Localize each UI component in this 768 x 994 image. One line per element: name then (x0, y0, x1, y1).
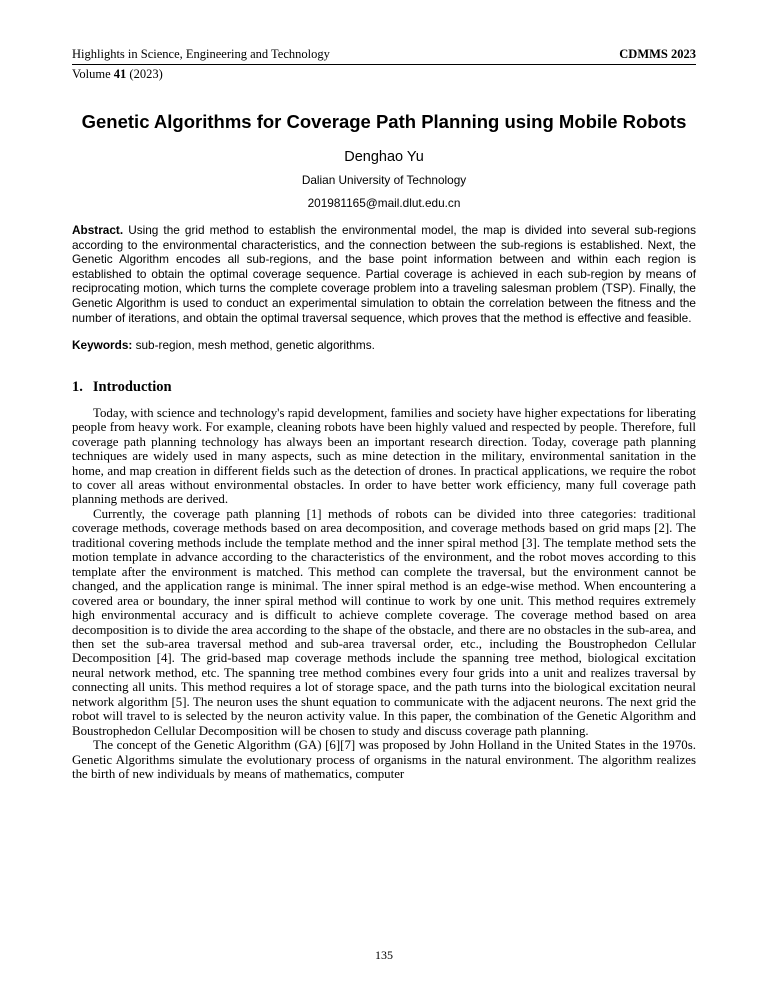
keywords-label: Keywords: (72, 338, 133, 353)
header-rule-row (72, 47, 696, 65)
section-heading-introduction (72, 379, 696, 396)
abstract-paragraph (72, 223, 696, 325)
section-number: 1. (72, 378, 83, 395)
volume-line (72, 67, 696, 82)
author-name: Denghao Yu (344, 149, 424, 165)
running-header (72, 47, 696, 82)
body-paragraph: Currently, the coverage path planning [1] methods of robots can be divided into three categories: traditional coverage methods, coverage methods based on area decomposition, and coverage methods based on grid maps [2]. The traditional covering methods include the template method and the inner spiral method [3]. The template method sets the motion template in advance according to the characteristics of the environment, and the robot moves according to this template after the environment is matched. This method can complete the traversal, but the environment cannot be changed, and the application range is minimal. The inner spiral method is an edge-wise method. When encountering a covered area or boundary, the inner spiral method will continue to work by one unit. This method requires extremely high environmental accuracy and is difficult to achieve complete coverage. The coverage method based on area decomposition is to divide the area according to the shape of the obstacle, and there are no obstacles in the sub-area, and then set the sub-area traversal method and sub-area traversal order, etc., including the Boustrophedon Cellular Decomposition [4]. The grid-based map coverage methods include the spanning tree method, biological excitation neural network method, etc. The spanning tree method combines every four grids into a unit and realizes traversal by connecting all units. This method requires a lot of storage space, and the path turns into the biological excitation neural network algorithm [5]. The neuron uses the shunt equation to communicate with the adjacent neurons. The next grid the robot will travel to is selected by the neuron activity value. In this paper, the combination of the Genetic Algorithm and Boustrophedon Cellular Decomposition will be chosen to study and discuss coverage path planning. (72, 506, 696, 738)
body-paragraph: The concept of the Genetic Algorithm (GA) [6][7] was proposed by John Holland in the United States in the 1970s. Genetic Algorithms simulate the evolutionary process of organisms in the natural environment. The algorithm realizes the birth of new individuals by means of mathematics, computer (72, 738, 696, 782)
author-affiliation: Dalian University of Technology (301, 173, 467, 187)
abstract-text: Using the grid method to establish the environmental model, the map is divided into several sub-regions according to the environmental characteristics, and the connection between the sub-regions is established. Next, the Genetic Algorithm encodes all sub-regions, and the base point information between and within each region is established to obtain the optimal coverage sequence. Partial coverage is achieved in each sub-region by means of reciprocating motion, which turns the complete coverage problem into a traveling salesman problem (TSP). Finally, the Genetic Algorithm is used to conduct an experimental simulation to obtain the correlation between the fitness and the number of iterations, and obtain the optimal traversal sequence, which proves that the method is effective and feasible. (72, 223, 696, 325)
section-title: Introduction (92, 378, 172, 395)
volume-prefix: Volume (72, 67, 114, 81)
page-number: 135 (375, 948, 393, 962)
keywords-text: sub-region, mesh method, genetic algorithms. (132, 338, 375, 353)
section-body (72, 406, 696, 782)
journal-name: Highlights in Science, Engineering and Technology (72, 47, 330, 61)
paper-title: Genetic Algorithms for Coverage Path Planning using Mobile Robots (81, 111, 687, 132)
author-email: 201981165@mail.dlut.edu.cn (307, 196, 461, 210)
conference-name: CDMMS 2023 (619, 47, 696, 61)
page-content (72, 47, 696, 782)
volume-number: 41 (113, 67, 127, 81)
body-paragraph: Today, with science and technology's rapid development, families and society have higher expectations for liberating people from heavy work. For example, cleaning robots have been highly valued and respected by people. Therefore, full coverage path planning technology has always been an important research direction. Today, coverage path planning techniques are widely used in many aspects, such as mine detection in the military, environmental sanitation in the home, and map creation in different fields such as the detection of drones. In practical applications, we require the robot to cover all areas without environmental obstacles. In order to have better work efficiency, many full coverage path planning methods are derived. (72, 405, 696, 507)
abstract-label: Abstract. (72, 223, 124, 237)
volume-suffix: (2023) (126, 67, 163, 81)
keywords-line (72, 338, 696, 353)
